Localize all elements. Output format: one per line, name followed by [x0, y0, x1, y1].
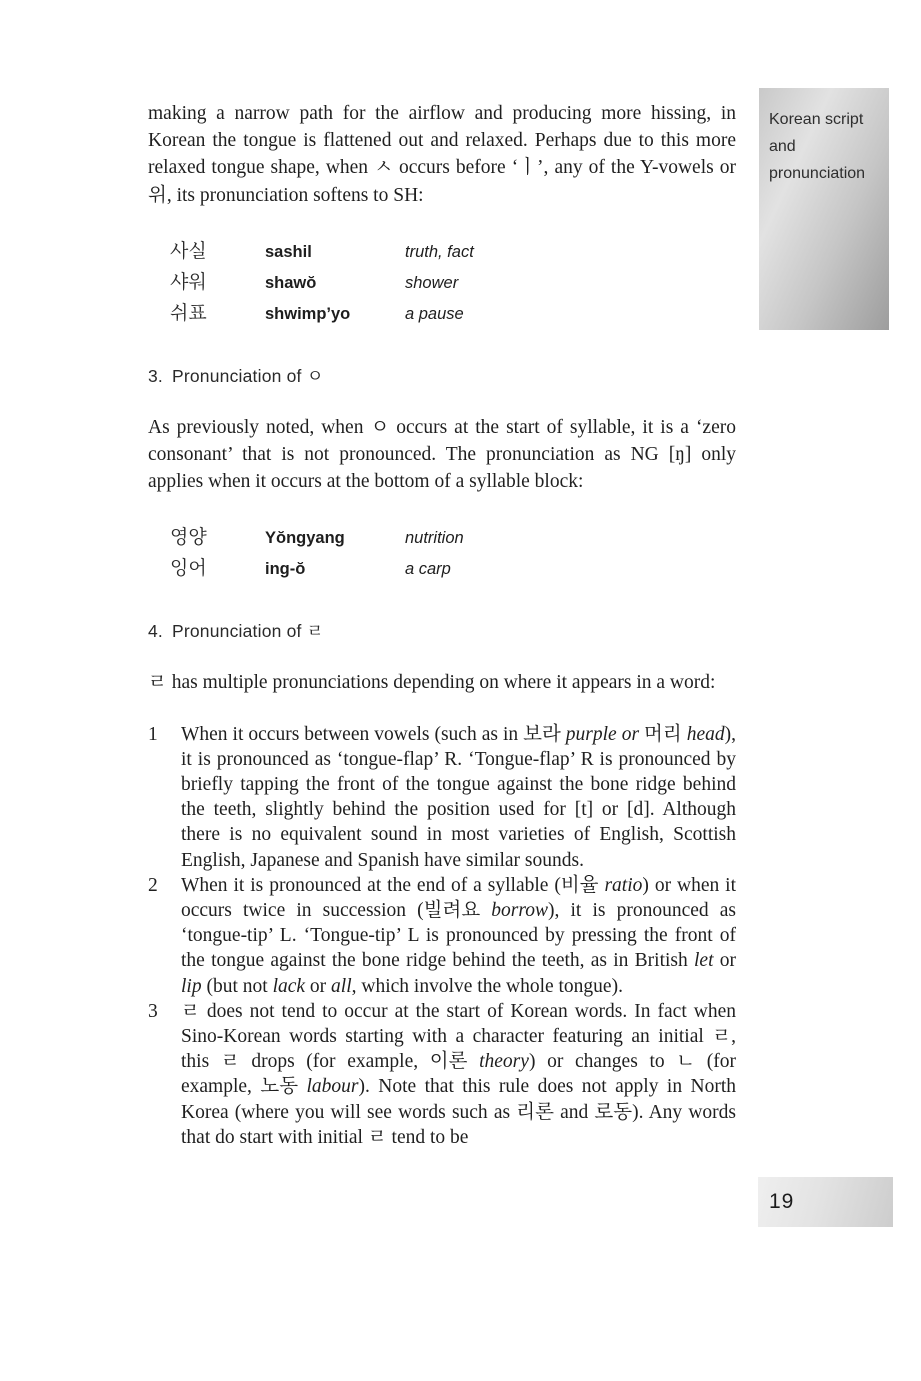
vocab-row — [170, 267, 736, 298]
pronunciation-rules-list — [148, 722, 736, 1150]
translation: shower — [405, 273, 459, 292]
romanization: sashil — [265, 242, 312, 261]
romanization: Yŏngyang — [265, 529, 345, 548]
list-item — [148, 722, 736, 873]
hangul-word: 사실 — [170, 240, 207, 262]
translation: a carp — [405, 560, 451, 579]
item-text: ㄹ does not tend to occur at the start of Korean words. In fact when Sino-Korean words starting with a character featuring an initial ㄹ, this ㄹ drops (for example, 이론 theory) or changes to ㄴ (for example, 노동 labour). Note that this rule does not apply in North Korea (where you will see words such as 리론 and 로동). Any words that do start with initial ㄹ tend to be — [181, 1000, 736, 1148]
vocab-row — [170, 236, 736, 267]
section-3-paragraph: As previously noted, when ㅇ occurs at the start of syllable, it is a ‘zero consonant’ that is not pronounced. The pronunciation as NG [ŋ] only applies when it occurs at the bottom of a syllable block: — [148, 416, 736, 493]
list-item — [148, 873, 736, 999]
chapter-title: Korean script and pronunciation — [769, 111, 866, 182]
page-number: 19 — [769, 1190, 795, 1213]
page-number-tab — [758, 1177, 893, 1227]
hangul-word: 영양 — [170, 527, 207, 549]
translation: a pause — [405, 304, 464, 323]
translation: truth, fact — [405, 242, 474, 261]
section-4-paragraph: ㄹ has multiple pronunciations depending on where it appears in a word: — [148, 672, 716, 694]
item-number: 1 — [148, 723, 158, 745]
vocab-row — [170, 553, 736, 584]
text-column — [148, 100, 736, 1150]
item-number: 3 — [148, 1000, 158, 1022]
item-number: 2 — [148, 874, 158, 896]
romanization: ing-ŏ — [265, 560, 306, 579]
item-text: When it is pronounced at the end of a syllable (비율 ratio) or when it occurs twice in succession (빌려요 borrow), it is pronounced as ‘tongue-tip’ L. ‘Tongue-tip’ L is pronounced by pressing the front of the tongue against the bone ridge behind the teeth, as in British let or lip (but not lack or all, which involve the whole tongue). — [181, 874, 737, 997]
hangul-word: 잉어 — [170, 558, 207, 580]
hangul-word: 쉬표 — [170, 302, 207, 324]
intro-paragraph: making a narrow path for the airflow and producing more hissing, in Korean the tongue is flattened out and relaxed. Perhaps due to this more relaxed tongue shape, when ㅅ occurs before ‘ㅣ’, any of the Y-vowels or 위, its pronunciation softens to SH: — [148, 103, 736, 206]
hangul-word: 샤워 — [170, 271, 207, 293]
romanization: shawŏ — [265, 273, 317, 292]
chapter-tab — [759, 88, 889, 330]
translation: nutrition — [405, 529, 464, 548]
vocab-row — [170, 298, 736, 329]
item-text: When it occurs between vowels (such as in 보라 purple or 머리 head), it is pronounced as ‘tongue-flap’ R. ‘Tongue-flap’ R is pronounced by briefly tapping the front of the tongue against the bone ridge behind the teeth, slightly behind the position used for [t] or [d]. Although there is no equivalent sound in most varieties of English, Scottish English, Japanese and Spanish have similar sounds. — [181, 723, 736, 871]
section-heading-3: 3. Pronunciation of ㅇ — [148, 365, 324, 386]
vocab-table-2 — [170, 522, 736, 584]
list-item — [148, 999, 736, 1150]
section-heading-4: 4. Pronunciation of ㄹ — [148, 621, 324, 642]
vocab-table-1 — [170, 236, 736, 329]
vocab-row — [170, 522, 736, 553]
romanization: shwimp’yo — [265, 304, 351, 323]
